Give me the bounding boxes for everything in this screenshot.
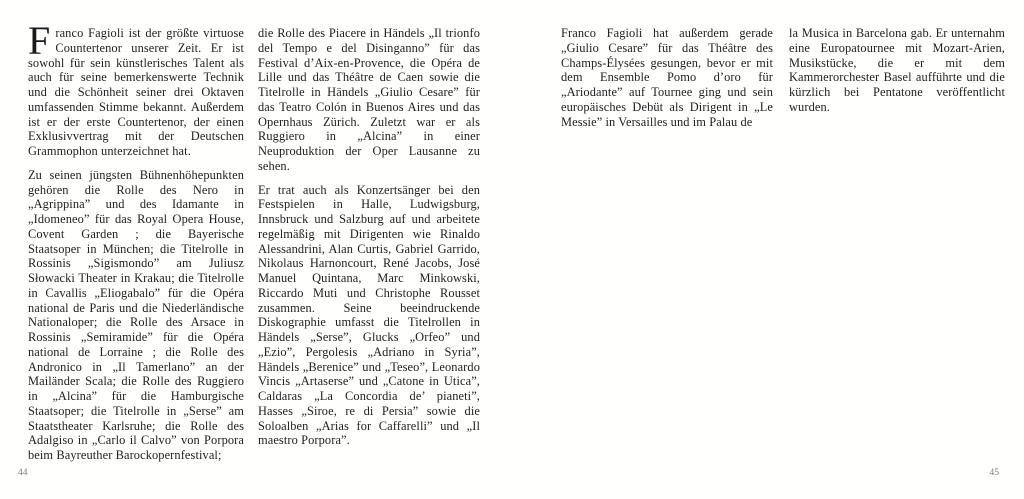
page45-column-2 (789, 26, 1005, 124)
page-45 (512, 0, 1024, 499)
page-number-right: 45 (989, 468, 999, 478)
page44-column-2 (258, 26, 480, 457)
bio-paragraph-recent-engagements: Franco Fagioli hat außerdem gerade „Giulio Cesare” für das Théâtre des Champs-Élysées gesungen, bevor er mit dem Ensemble Pomo d’oro für „Ariodante” auf Tournee ging und sein europäisches Debüt als Dirigent in „Le Messie” in Versailles und im Palau de (561, 26, 773, 129)
page45-column-1 (561, 26, 773, 138)
bio-paragraph-concerts-discography: Er trat auch als Konzertsänger bei den Festspielen in Halle, Ludwigsburg, Innsbruck und Salzburg auf und arbeitete regelmäßig mit Dirigenten wie Rinaldo Alessandrini, Alan Curtis, Gabriel Garrido, Nikolaus Harnoncourt, René Jacobs, José Manuel Quintana, Marc Minkowski, Riccardo Muti und Christophe Rousset zusammen. Seine beeindruckende Diskographie umfasst die Titelrollen in Händels „Serse”, Glucks „Orfeo” und „Ezio”, Pergolesis „Adriano in Syria”, Händels „Berenice” und „Teseo”, Leonardo Vincis „Artaserse” und „Catone in Utica”, Caldaras „La Concordia de’ pianeti”, Hasses „Siroe, re di Persia” sowie die Soloalben „Arias for Caffarelli” und „Il maestro Porpora”. (258, 182, 480, 448)
bio-paragraph-stage-highlights: Zu seinen jüngsten Bühnenhöhepunkten gehören die Rolle des Nero in „Agrippina” und des Idamante in „Idomeneo” für das Royal Opera House, Covent Garden ; die Bayerische Staatsoper in München; die Titelrolle in Rossinis „Sigismondo” am Juliusz Słowacki Theater in Krakau; die Titelrolle in Cavallis „Eliogabalo” für die Opéra national de Paris und die Niederländische Nationaloper; die Rolle des Arsace in Rossinis „Semiramide” für die Opéra national de Lorraine ; die Rolle des Andronico in „Il Tamerlano” an der Mailänder Scala; die Rolle des Ruggiero in „Alcina” für die Hamburgische Staatsoper; die Titelrolle in „Serse” am Staatstheater Karlsruhe; die Rolle des Adalgiso in „Carlo il Calvo” von Porpora beim Bayreuther Barockopernfestival; (28, 167, 244, 462)
bio-paragraph-intro (28, 18, 244, 159)
bio-paragraph-recent-engagements-continued: la Musica in Barcelona gab. Er unternahm eine Europatournee mit Mozart-Arien, Musikstücke, die er mit dem Kammerorchester Basel aufführte und die kürzlich bei Pentatone veröffentlicht wurden. (789, 26, 1005, 114)
page44-column-1 (28, 18, 244, 472)
bio-paragraph-intro-text: ranco Fagioli ist der größte virtuose Countertenor unserer Zeit. Er ist sowohl für sein künstlerisches Talent als auch für seine bemerkenswerte Technik und die Schönheit seiner drei Oktaven umfassenden Stimme bekannt. Außerdem ist er der erste Countertenor, der einen Exklusivvertrag mit der Deutschen Grammophon unterzeichnet hat. (28, 26, 244, 158)
bio-paragraph-stage-highlights-continued: die Rolle des Piacere in Händels „Il trionfo del Tempo e del Disinganno” für das Festival d’Aix-en-Provence, die Opéra de Lille und das Théâtre de Caen sowie die Titelrolle in Händels „Giulio Cesare” für das Teatro Colón in Buenos Aires und das Opernhaus Zürich. Zuletzt war er als Ruggiero in „Alcina” in einer Neuproduktion der Oper Lausanne zu sehen. (258, 26, 480, 173)
dropcap-letter: F (28, 18, 51, 63)
page-number-left: 44 (18, 468, 28, 478)
